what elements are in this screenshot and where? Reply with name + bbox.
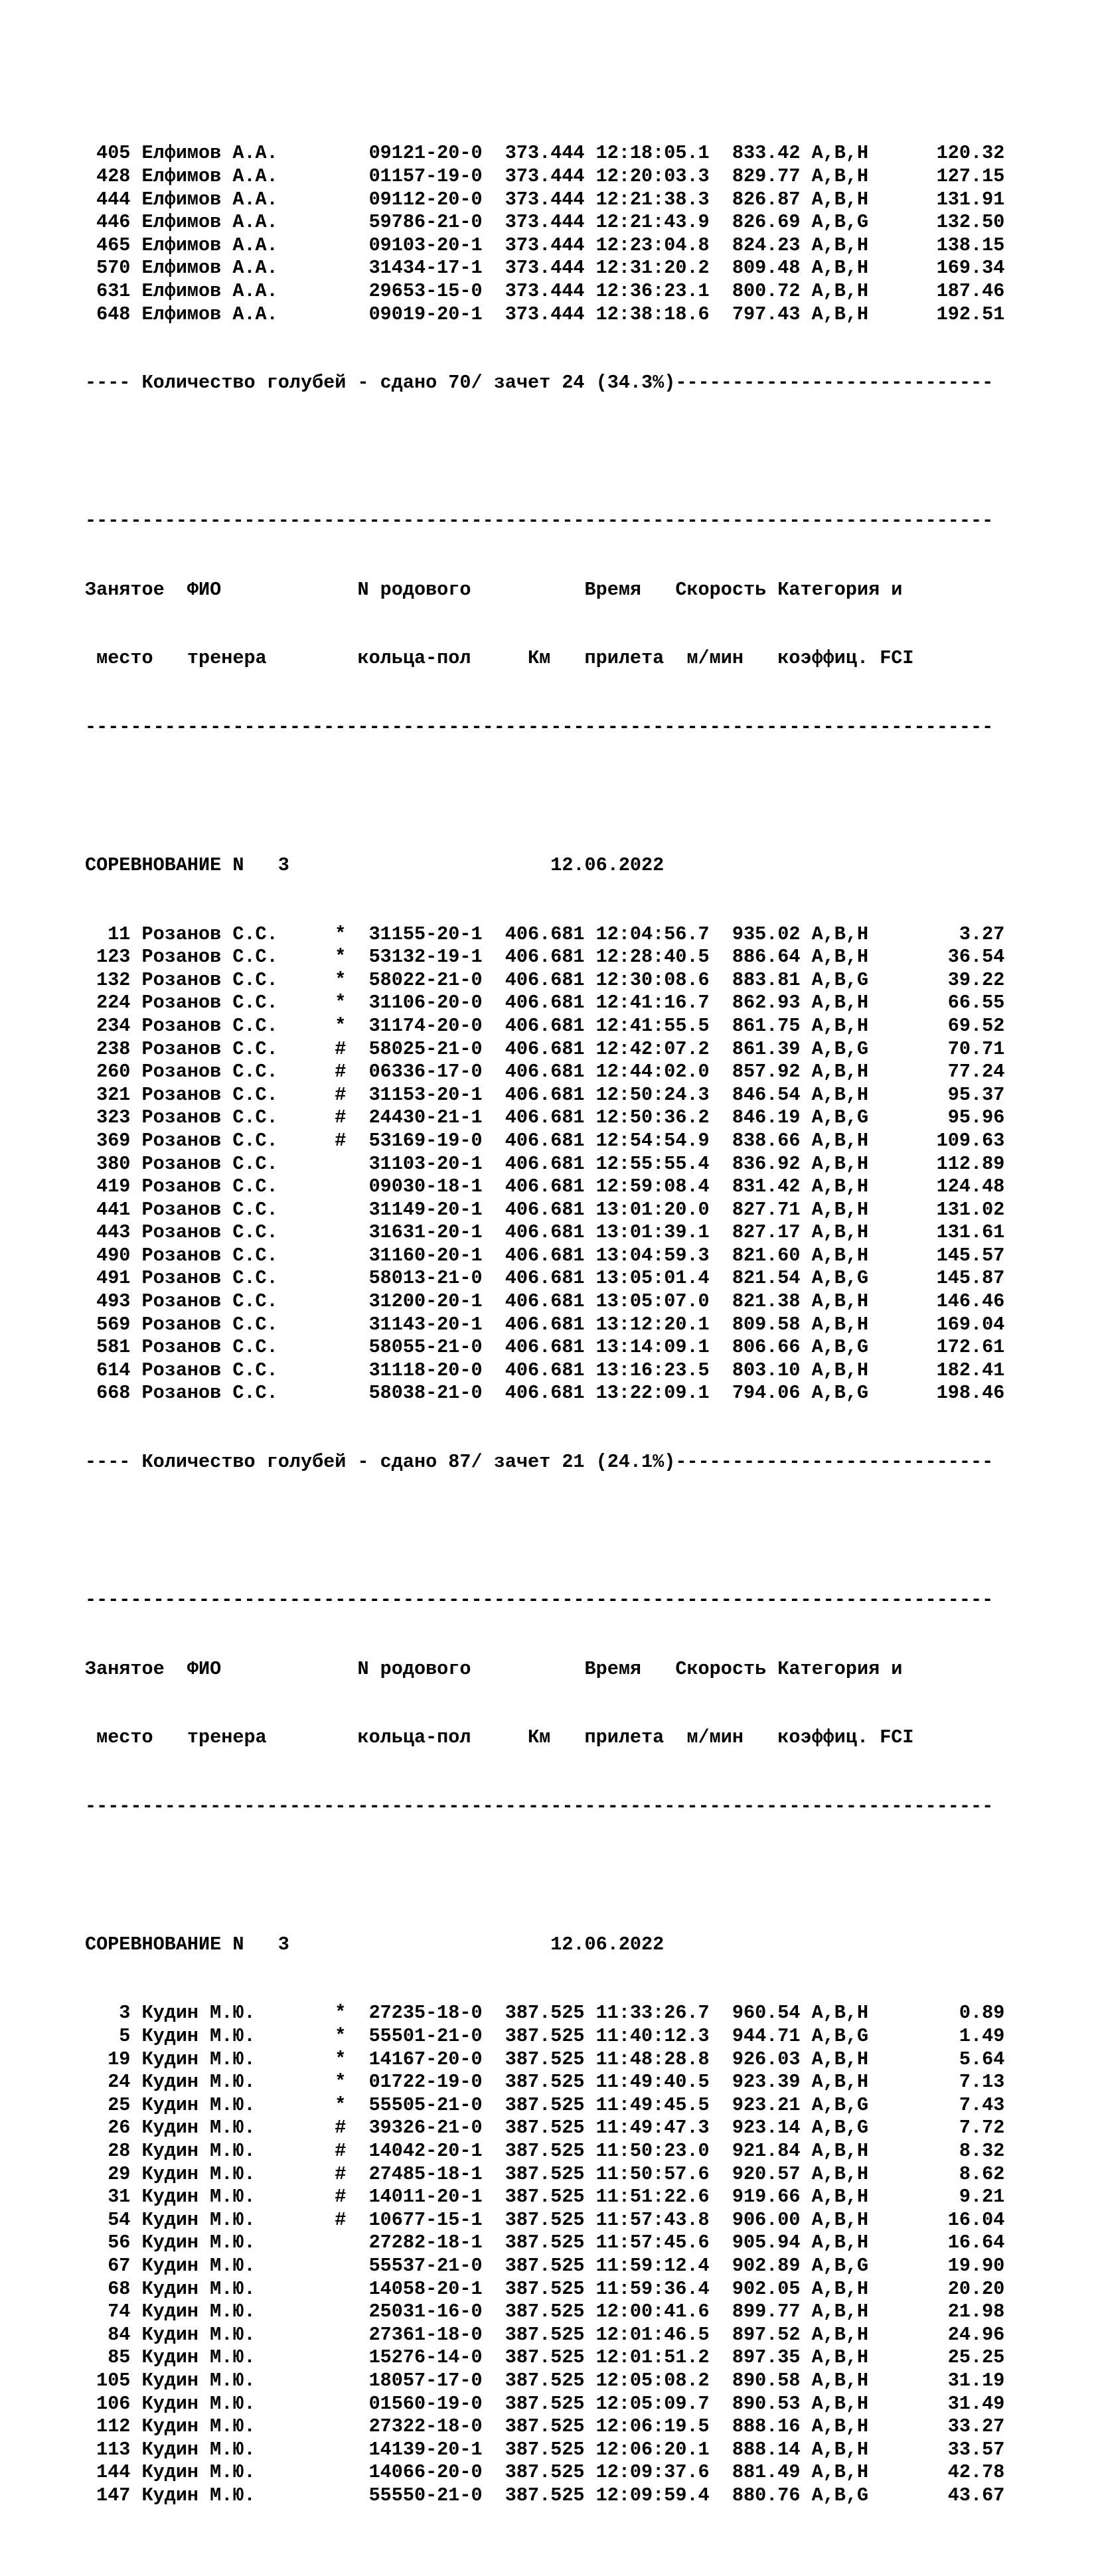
top-block-rows [85,142,1004,326]
result-row: 84 Кудин М.Ю. 27361-18-0 387.525 12:01:46.5 897.52 A,B,H 24.96 [85,2323,1005,2346]
results-document [85,50,1004,2576]
result-row: 668 Розанов С.С. 58038-21-0 406.681 13:22:09.1 794.06 A,B,G 198.46 [85,1382,1005,1404]
result-row: 106 Кудин М.Ю. 01560-19-0 387.525 12:05:09.7 890.53 A,B,H 31.49 [85,2392,1005,2415]
pigeon-count-summary: ---- Количество голубей - сдано 87/ зачет 21 (24.1%)---------------------------- [85,1451,994,1474]
separator-line: -------------------------------------------------------------------------------- [85,1588,994,1611]
top-block [85,96,1004,441]
result-row: 443 Розанов С.С. 31631-20-1 406.681 13:01:39.1 827.17 A,B,H 131.61 [85,1221,1005,1244]
result-row: 19 Кудин М.Ю. * 14167-20-0 387.525 11:48:28.8 926.03 A,B,H 5.64 [85,2048,1005,2070]
result-row: 380 Розанов С.С. 31103-20-1 406.681 12:55:55.4 836.92 A,B,H 112.89 [85,1152,1005,1175]
competition-rows [85,923,1004,1405]
result-row: 144 Кудин М.Ю. 14066-20-0 387.525 12:09:37.6 881.49 A,B,H 42.78 [85,2461,1005,2484]
result-row: 224 Розанов С.С. * 31106-20-0 406.681 12:41:16.7 862.93 A,B,H 66.55 [85,992,1005,1014]
result-row: 234 Розанов С.С. * 31174-20-0 406.681 12:41:55.5 861.75 A,B,H 69.52 [85,1014,1005,1037]
result-row: 3 Кудин М.Ю. * 27235-18-0 387.525 11:33:26.7 960.54 A,B,H 0.89 [85,2002,1005,2024]
competition-section [85,1888,1004,2553]
result-row: 419 Розанов С.С. 09030-18-1 406.681 12:59:08.4 831.42 A,B,H 124.48 [85,1175,1005,1198]
result-row: 631 Елфимов А.А. 29653-15-0 373.444 12:36:23.1 800.72 A,B,H 187.46 [85,279,1005,302]
result-row: 323 Розанов С.С. # 24430-21-1 406.681 12:50:36.2 846.19 A,B,G 95.96 [85,1106,1005,1129]
separator-line: -------------------------------------------------------------------------------- [85,1795,994,1818]
result-row: 68 Кудин М.Ю. 14058-20-1 387.525 11:59:36.4 902.05 A,B,H 20.20 [85,2277,1005,2300]
pigeon-count-summary: ---- Количество голубей - сдано 70/ зачет 24 (34.3%)---------------------------- [85,372,994,394]
result-row: 428 Елфимов А.А. 01157-19-0 373.444 12:20:03.3 829.77 A,B,H 127.15 [85,165,1005,187]
result-row: 444 Елфимов А.А. 09112-20-0 373.444 12:21:38.3 826.87 A,B,H 131.91 [85,188,1005,210]
result-row: 648 Елфимов А.А. 09019-20-1 373.444 12:38:18.6 797.43 A,B,H 192.51 [85,303,1005,325]
result-row: 26 Кудин М.Ю. # 39326-21-0 387.525 11:49:47.3 923.14 A,B,G 7.72 [85,2117,1005,2139]
result-row: 123 Розанов С.С. * 53132-19-1 406.681 12:28:40.5 886.64 A,B,H 36.54 [85,946,1005,968]
result-row: 74 Кудин М.Ю. 25031-16-0 387.525 12:00:41.6 899.77 A,B,H 21.98 [85,2301,1005,2323]
result-row: 56 Кудин М.Ю. 27282-18-1 387.525 11:57:45.6 905.94 A,B,H 16.64 [85,2232,1005,2254]
result-row: 31 Кудин М.Ю. # 14011-20-1 387.525 11:51:22.6 919.66 A,B,H 9.21 [85,2186,1005,2208]
result-row: 614 Розанов С.С. 31118-20-0 406.681 13:16:23.5 803.10 A,B,H 182.41 [85,1359,1005,1381]
result-row: 24 Кудин М.Ю. * 01722-19-0 387.525 11:49:40.5 923.39 A,B,H 7.13 [85,2071,1005,2093]
result-row: 5 Кудин М.Ю. * 55501-21-0 387.525 11:40:12.3 944.71 A,B,G 1.49 [85,2025,1005,2048]
competition-title: СОРЕВНОВАНИЕ N 3 12.06.2022 [85,854,665,876]
result-row: 28 Кудин М.Ю. # 14042-20-1 387.525 11:50:23.0 921.84 A,B,H 8.32 [85,2140,1005,2162]
result-row: 238 Розанов С.С. # 58025-21-0 406.681 12:42:07.2 861.39 A,B,G 70.71 [85,1037,1005,1060]
result-row: 260 Розанов С.С. # 06336-17-0 406.681 12:44:02.0 857.92 A,B,H 77.24 [85,1061,1005,1083]
result-row: 321 Розанов С.С. # 31153-20-1 406.681 12:50:24.3 846.54 A,B,H 95.37 [85,1083,1005,1106]
result-row: 132 Розанов С.С. * 58022-21-0 406.681 12:30:08.6 883.81 A,B,G 39.22 [85,968,1005,991]
result-row: 441 Розанов С.С. 31149-20-1 406.681 13:01:20.0 827.71 A,B,H 131.02 [85,1198,1005,1221]
result-row: 113 Кудин М.Ю. 14139-20-1 387.525 12:06:20.1 888.14 A,B,H 33.57 [85,2438,1005,2461]
result-row: 570 Елфимов А.А. 31434-17-1 373.444 12:31:20.2 809.48 A,B,H 169.34 [85,257,1005,279]
result-row: 147 Кудин М.Ю. 55550-21-0 387.525 12:09:59.4 880.76 A,B,G 43.67 [85,2484,1005,2506]
result-row: 493 Розанов С.С. 31200-20-1 406.681 13:05:07.0 821.38 A,B,H 146.46 [85,1290,1005,1313]
competition-section [85,808,1004,1520]
result-row: 465 Елфимов А.А. 09103-20-1 373.444 12:23:04.8 824.23 A,B,H 138.15 [85,234,1005,256]
result-row: 54 Кудин М.Ю. # 10677-15-1 387.525 11:57:43.8 906.00 A,B,H 16.04 [85,2208,1005,2231]
result-row: 29 Кудин М.Ю. # 27485-18-1 387.525 11:50:57.6 920.57 A,B,H 8.62 [85,2162,1005,2185]
result-row: 446 Елфимов А.А. 59786-21-0 373.444 12:21:43.9 826.69 A,B,G 132.50 [85,211,1005,234]
result-row: 405 Елфимов А.А. 09121-20-0 373.444 12:18:05.1 833.42 A,B,H 120.32 [85,142,1005,165]
competition-title: СОРЕВНОВАНИЕ N 3 12.06.2022 [85,1933,665,1955]
separator-line: -------------------------------------------------------------------------------- [85,716,994,739]
table-header-line-2: место тренера кольца-пол Км прилета м/мин коэффиц. FCI [85,1726,914,1749]
result-row: 369 Розанов С.С. # 53169-19-0 406.681 12:54:54.9 838.66 A,B,H 109.63 [85,1129,1005,1152]
separator-line: -------------------------------------------------------------------------------- [85,509,994,532]
result-row: 490 Розанов С.С. 31160-20-1 406.681 13:04:59.3 821.60 A,B,H 145.57 [85,1244,1005,1266]
result-row: 11 Розанов С.С. * 31155-20-1 406.681 12:04:56.7 935.02 A,B,H 3.27 [85,923,1005,945]
result-row: 67 Кудин М.Ю. 55537-21-0 387.525 11:59:12.4 902.89 A,B,G 19.90 [85,2255,1005,2277]
result-row: 85 Кудин М.Ю. 15276-14-0 387.525 12:01:51.2 897.35 A,B,H 25.25 [85,2346,1005,2369]
table-header-line-1: Занятое ФИО N родового Время Скорость Категория и [85,1657,903,1680]
result-row: 491 Розанов С.С. 58013-21-0 406.681 13:05:01.4 821.54 A,B,G 145.87 [85,1267,1005,1290]
result-row: 569 Розанов С.С. 31143-20-1 406.681 13:12:20.1 809.58 A,B,H 169.04 [85,1313,1005,1335]
table-header-line-2: место тренера кольца-пол Км прилета м/мин коэффиц. FCI [85,647,914,670]
result-row: 581 Розанов С.С. 58055-21-0 406.681 13:14:09.1 806.66 A,B,G 172.61 [85,1336,1005,1359]
table-header-line-1: Занятое ФИО N родового Время Скорость Категория и [85,578,903,601]
competition-rows [85,2002,1004,2507]
result-row: 25 Кудин М.Ю. * 55505-21-0 387.525 11:49:45.5 923.21 A,B,G 7.43 [85,2093,1005,2116]
result-row: 112 Кудин М.Ю. 27322-18-0 387.525 12:06:19.5 888.16 A,B,H 33.27 [85,2415,1005,2438]
result-row: 105 Кудин М.Ю. 18057-17-0 387.525 12:05:08.2 890.58 A,B,H 31.19 [85,2369,1005,2391]
